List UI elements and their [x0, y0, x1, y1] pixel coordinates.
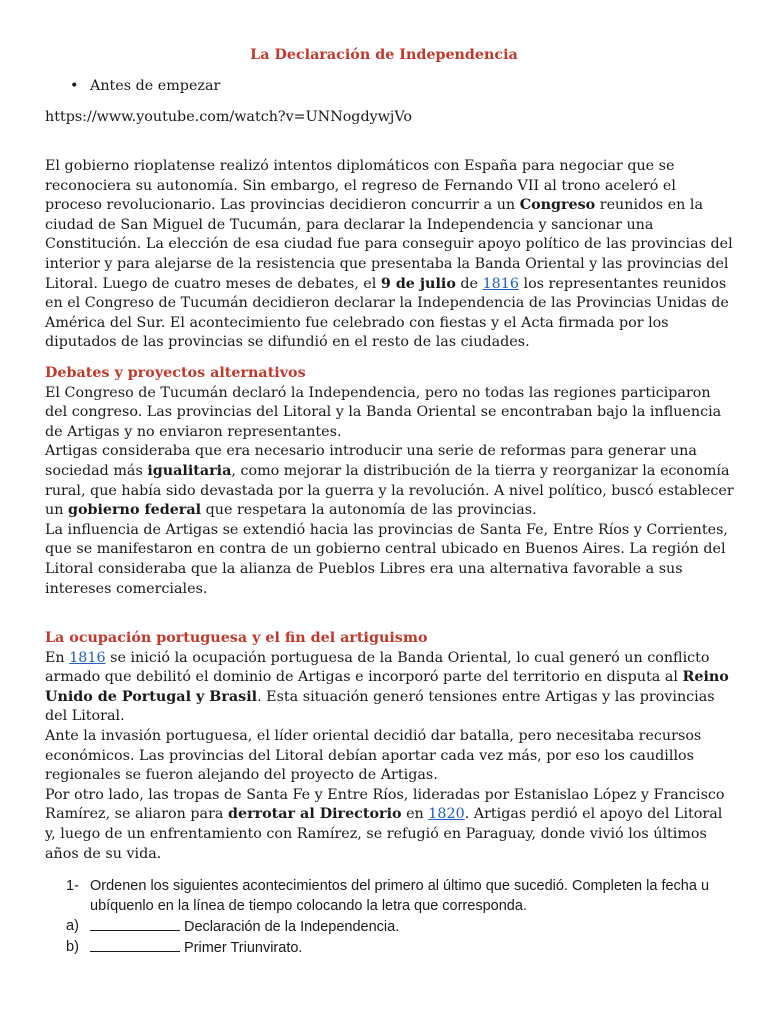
- answer-blank[interactable]: [90, 937, 180, 952]
- page-title: La Declaración de Independencia: [250, 47, 518, 63]
- link-1816[interactable]: 1816: [69, 649, 106, 666]
- text-run: reunidos en la ciudad de San Miguel de Tucumán, para declarar la Independencia y sancionar una Constitución. La elección de esa ciudad fue para conseguir apoyo político de las provincias del interior y para alejarse de la resistencia que presentaba la Banda Oriental y las provincias del Litoral. Luego de cuatro meses de debates, el: [45, 197, 733, 292]
- text-run: se inició la ocupación portuguesa de la Banda Oriental, lo cual generó un conflicto armado que debilitó el dominio de Artigas e incorporó parte del territorio en disputa al: [45, 649, 710, 686]
- bold-term: Congreso: [519, 197, 596, 214]
- section-ocupacion: [45, 629, 735, 864]
- text-run: En: [45, 649, 70, 666]
- text-run: Por otro lado, las tropas de Santa Fe y Entre Ríos, lideradas por Estanislao López y Francisco Ramírez, se aliaron para: [45, 786, 725, 823]
- section-debates: [45, 364, 735, 599]
- intro-paragraph: [45, 157, 735, 353]
- section-heading: La ocupación portuguesa y el fin del artiguismo: [45, 630, 428, 646]
- paragraph: [45, 442, 735, 520]
- text-run: los representantes reunidos en el Congreso de Tucumán decidieron declarar la Independencia de las Provincias Unidas de América del Sur. El acontecimiento fue celebrado con fiestas y el Acta firmada por los diputados de las provincias se difundió en el resto de las ciudades.: [45, 275, 729, 351]
- text-run: que respetara la autonomía de las provincias.: [201, 502, 537, 519]
- text-run: en: [401, 806, 429, 823]
- answer-label: b): [66, 939, 79, 955]
- answer-text: Declaración de la Independencia.: [184, 919, 400, 935]
- bold-term: gobierno federal: [67, 502, 202, 519]
- paragraph: [45, 649, 735, 727]
- text-run: El gobierno rioplatense realizó intentos diplomáticos con España para negociar que se reconociera su autonomía. Sin embargo, el regreso de Fernando VII al trono aceleró el proceso revolucionario. Las provincias decidieron concurrir a un: [45, 158, 676, 214]
- text-run: . Artigas perdió el apoyo del Litoral y, luego de un enfrentamiento con Ramírez, se refugió en Paraguay, donde vivió los últimos años de su vida.: [45, 806, 723, 862]
- bold-term: derrotar al Directorio: [227, 806, 402, 823]
- question-item: [66, 876, 726, 916]
- bold-term: igualitaria: [147, 462, 232, 479]
- bullet-item: [70, 77, 220, 97]
- answer-text: Primer Triunvirato.: [184, 940, 303, 956]
- question-list: [66, 876, 726, 958]
- link-1820[interactable]: 1820: [428, 806, 465, 823]
- question-number: 1-: [66, 878, 79, 894]
- text-run: . Esta situación generó tensiones entre Artigas y las provincias del Litoral.: [45, 688, 715, 725]
- question-text: Ordenen los siguientes acontecimientos del primero al último que sucedió. Completen la fecha u ubíquenlo en la línea de tiempo colocando la letra que corresponda.: [90, 878, 710, 914]
- text-run: , como mejorar la distribución de la tierra y reorganizar la economía rural, que había sido devastada por la guerra y la revolución. A nivel político, buscó establecer un: [45, 462, 734, 519]
- paragraph: Ante la invasión portuguesa, el líder oriental decidió dar batalla, pero necesitaba recursos económicos. Las provincias del Litoral debían aportar cada vez más, por eso los caudillos regionales se fueron alejando del proyecto de Artigas.: [45, 727, 702, 784]
- bold-term: 9 de julio: [380, 275, 456, 292]
- paragraph: La influencia de Artigas se extendió hacia las provincias de Santa Fe, Entre Ríos y Corrientes, que se manifestaron en contra de un gobierno central ubicado en Buenos Aires. La región del Litoral consideraba que la alianza de Pueblos Libres era una alternativa favorable a sus intereses comerciales.: [45, 521, 728, 597]
- answer-item: [66, 916, 726, 937]
- text-run: Artigas consideraba que era necesario introducir una serie de reformas para generar una sociedad más: [45, 443, 697, 479]
- section-heading: Debates y proyectos alternativos: [45, 365, 306, 381]
- answer-label: a): [66, 918, 79, 934]
- paragraph: El Congreso de Tucumán declaró la Independencia, pero no todas las regiones participaron del congreso. Las provincias del Litoral y la Banda Oriental se encontraban bajo la influencia de Artigas y no enviaron representantes.: [45, 384, 722, 440]
- answer-item: [66, 937, 726, 958]
- answer-blank[interactable]: [90, 916, 180, 931]
- bullet-dot-icon: •: [70, 78, 79, 94]
- link-1816[interactable]: 1816: [482, 275, 519, 292]
- bold-term: Reino Unido de Portugal y Brasil: [45, 669, 729, 705]
- video-url[interactable]: https://www.youtube.com/watch?v=UNNogdywjVo: [45, 109, 412, 125]
- text-run: de: [455, 275, 483, 292]
- bullet-text: Antes de empezar: [90, 78, 221, 94]
- paragraph: [45, 786, 735, 864]
